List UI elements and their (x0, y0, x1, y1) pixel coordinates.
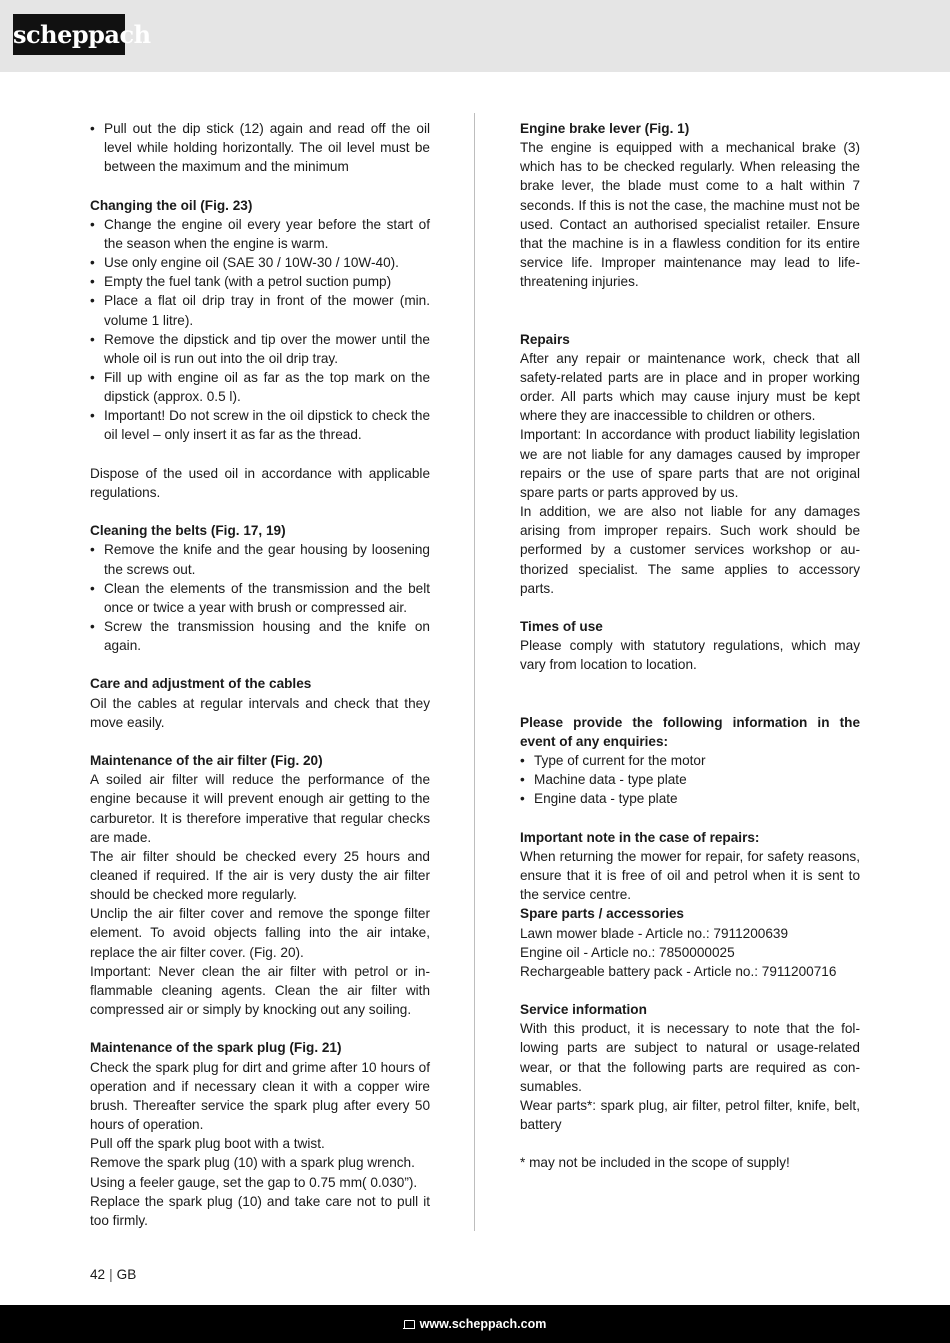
list-item: • Remove the knife and the gear housing by loosening the screws out. (90, 540, 430, 578)
list-item: • Type of current for the motor (520, 751, 860, 770)
list-item: • Empty the fuel tank (with a petrol suction pump) (90, 272, 430, 291)
paragraph: Unclip the air filter cover and remove the sponge filter element. To avoid objects falling into the air intake, replace the air filter cover. (Fig. 20). (90, 906, 430, 960)
paragraph: Remove the spark plug (10) with a spark plug wrench. (90, 1155, 415, 1171)
page-footer (0, 1305, 950, 1343)
list-item: • Engine data - type plate (520, 789, 860, 808)
list-item: • Machine data - type plate (520, 770, 860, 789)
paragraph: A soiled air filter will reduce the performance of the engine because it will prevent enough air getting to the carburetor. It is therefore imperative that regular checks are made. (90, 772, 430, 845)
paragraph: Important: In accordance with product liability legislation we are not liable for any damages caused by improper repairs or the use of spare parts that are not original spare parts or parts approved by us. (520, 427, 860, 500)
repair-note-text: When returning the mower for repair, for safety reasons, ensure that it is free of oil and petrol when it is sent to the service centre. (520, 848, 860, 903)
scheppach-logo: scheppach (13, 14, 125, 55)
section-heading-enquiries: Please provide the following information in the event of any enquiries: (520, 714, 860, 749)
section-heading-times: Times of use (520, 619, 603, 635)
paragraph: Wear parts*: spark plug, air filter, petrol filter, knife, belt, battery (520, 1097, 860, 1133)
paragraph: Replace the spark plug (10) and take care not to pull it too firmly. (90, 1193, 430, 1228)
list-item: • Screw the transmission housing and the knife on again. (90, 617, 430, 655)
belts-steps-list (90, 540, 430, 655)
times-text: Please comply with statutory regulations, which may vary from location to location. (520, 638, 860, 673)
page-number-separator: | (109, 1267, 113, 1282)
spare-part-line: Lawn mower blade - Article no.: 7911200639 (520, 925, 789, 941)
paragraph: Check the spark plug for dirt and grime after 10 hours of operation and if necessary clean it with a copper wire brush. Thereafter service the spark plug after every 50 hours of operation. (90, 1059, 430, 1133)
footnote: * may not be included in the scope of supply! (520, 1155, 790, 1171)
monitor-icon (404, 1320, 415, 1329)
list-item: • Remove the dipstick and tip over the mower until the whole oil is run out into the oil drip tray. (90, 330, 430, 368)
section-heading-cables: Care and adjustment of the cables (90, 676, 312, 692)
paragraph: Using a feeler gauge, set the gap to 0.75 mm( 0.030”). (90, 1174, 418, 1190)
brake-text: The engine is equipped with a mechanical brake (3) which has to be checked regularly. When releasing the brake lever, the blade must come to a halt within 7 seconds. If this is not the case, the machine must not be used. Contact an authorised specialist retailer. Ensure that the machine is in a flawless condition for its entire service life. Improper maintenance may lead to life-threatening injuries. (520, 140, 860, 290)
section-heading-oil: Changing the oil (Fig. 23) (90, 197, 253, 213)
page-number (90, 1265, 136, 1284)
paragraph: In addition, we are also not liable for any damages arising from improper repairs. Such work should be performed by a customer services workshop or authorized specialist. The same applies to accessory parts. (520, 504, 860, 596)
list-item: • Use only engine oil (SAE 30 / 10W-30 / 10W-40). (90, 253, 430, 272)
section-heading-repair-note: Important note in the case of repairs: (520, 829, 760, 845)
cables-text: Oil the cables at regular intervals and check that they move easily. (90, 695, 430, 730)
section-heading-repairs: Repairs (520, 331, 570, 347)
website-link[interactable]: www.scheppach.com (419, 1317, 547, 1331)
left-column (90, 119, 430, 1230)
page-number-value: 42 (90, 1267, 106, 1282)
section-heading-belts: Cleaning the belts (Fig. 17, 19) (90, 523, 286, 539)
list-item: • Fill up with engine oil as far as the top mark on the dipstick (approx. 0.5 l). (90, 368, 430, 406)
list-item: • Place a flat oil drip tray in front of the mower (min. volume 1 litre). (90, 291, 430, 329)
page-header (0, 0, 950, 72)
section-heading-spark-plug: Maintenance of the spark plug (Fig. 21) (90, 1040, 342, 1056)
spare-part-line: Rechargeable battery pack - Article no.: 7911200716 (520, 963, 837, 979)
column-divider (474, 113, 475, 1231)
list-item: • Important! Do not screw in the oil dipstick to check the oil level – only insert it as far as the thread. (90, 406, 430, 444)
list-item: • Pull out the dip stick (12) again and read off the oil level while holding horizontally. The oil level must be between the maximum and the minimum (90, 119, 430, 176)
page-language: GB (116, 1267, 137, 1282)
section-heading-service: Service information (520, 1002, 647, 1018)
paragraph: Pull off the spark plug boot with a twist. (90, 1136, 325, 1152)
oil-steps-list (90, 215, 430, 445)
list-item: • Change the engine oil every year before the start of the season when the engine is warm. (90, 215, 430, 253)
right-column (520, 119, 860, 1173)
paragraph: With this product, it is necessary to note that the following parts are subject to natural or usage-related wear, or that the following parts are required as consumables. (520, 1021, 860, 1094)
enquiries-list (520, 751, 860, 808)
section-heading-brake: Engine brake lever (Fig. 1) (520, 121, 690, 136)
oil-dispose-text: Dispose of the used oil in accordance with applicable regulations. (90, 465, 430, 500)
section-heading-air-filter: Maintenance of the air filter (Fig. 20) (90, 753, 323, 769)
paragraph: Important: Never clean the air filter with petrol or inflammable cleaning agents. Clean the air filter with compressed air or simply by knocking out any soiling. (90, 963, 430, 1018)
paragraph: The air filter should be checked every 25 hours and cleaned if required. If the air is very dusty the air filter should be checked more regularly. (90, 848, 430, 903)
section-heading-spare-parts: Spare parts / accessories (520, 906, 684, 922)
intro-list (90, 119, 430, 176)
list-item: • Clean the elements of the transmission and the belt once or twice a year with brush or compressed air. (90, 579, 430, 617)
paragraph: After any repair or maintenance work, check that all safety-related parts are in place and in proper working order. All parts which may cause injury must be kept where they are inaccessible to children or others. (520, 350, 860, 424)
spare-part-line: Engine oil - Article no.: 7850000025 (520, 944, 735, 960)
